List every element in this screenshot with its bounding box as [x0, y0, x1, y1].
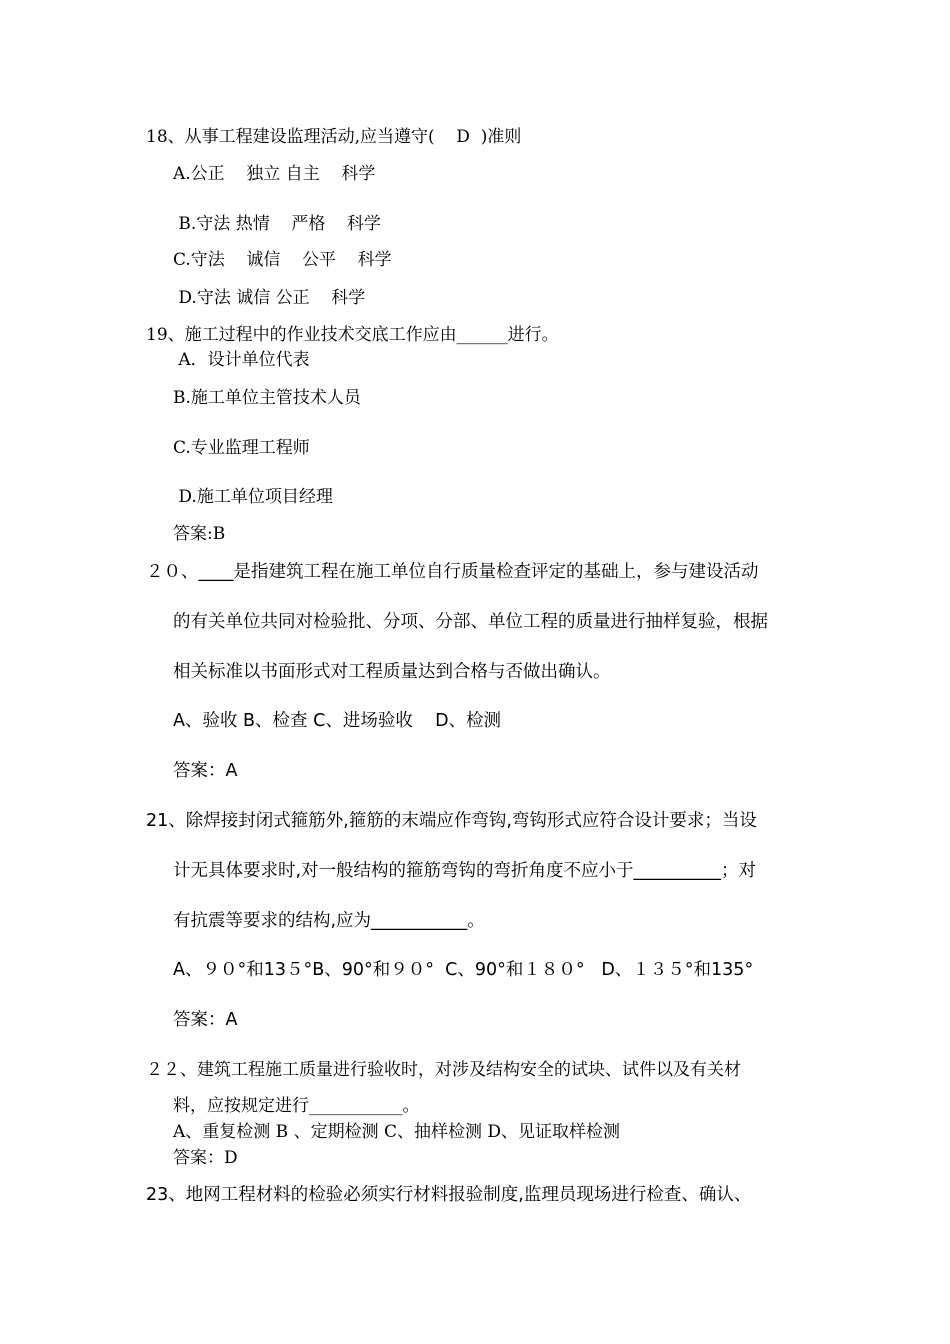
q19-answer: 答案:B [173, 524, 226, 544]
q21-stem-line1: 21、除焊接封闭式箍筋外,箍筋的末端应作弯钩,弯钩形式应符合设计要求；当设 [146, 811, 757, 831]
q22-options: A、重复检测 B 、定期检测 C、抽样检测 D、见证取样检测 [173, 1122, 621, 1142]
q19-option-d: D.施工单位项目经理 [173, 487, 333, 507]
q18-stem: 18、从事工程建设监理活动,应当遵守( D )准则 [146, 127, 522, 147]
q18-option-d: D.守法 诚信 公正 科学 [173, 288, 366, 308]
q21-stem-line3: 有抗震等要求的结构,应为___________。 [173, 911, 485, 931]
q23-stem-line1: 23、地网工程材料的检验必须实行材料报验制度,监理员现场进行检查、确认、 [146, 1185, 752, 1205]
q20-options: A、验收 B、检查 C、进场验收 D、检测 [173, 711, 502, 731]
q21-answer: 答案：A [173, 1010, 238, 1030]
q18-option-c: C.守法 诚信 公平 科学 [173, 250, 392, 270]
q19-option-a: A．设计单位代表 [173, 350, 310, 370]
q22-answer: 答案：D [173, 1148, 238, 1168]
q20-stem-line2: 的有关单位共同对检验批、分项、分部、单位工程的质量进行抽样复验，根据 [173, 612, 768, 632]
q18-option-b: B.守法 热情 严格 科学 [173, 214, 381, 234]
q20-stem-line1: ２０、____是指建筑工程在施工单位自行质量检查评定的基础上，参与建设活动 [146, 562, 759, 582]
q20-answer: 答案：A [173, 761, 238, 781]
q19-stem: 19、施工过程中的作业技术交底工作应由______进行。 [146, 325, 559, 345]
q18-option-a: A.公正 独立 自主 科学 [173, 164, 376, 184]
q19-option-c: C.专业监理工程师 [173, 438, 310, 458]
q21-stem-line2: 计无具体要求时,对一般结构的箍筋弯钩的弯折角度不应小于__________；对 [173, 861, 757, 881]
q20-stem-line3: 相关标准以书面形式对工程质量达到合格与否做出确认。 [173, 662, 611, 682]
q19-option-b: B.施工单位主管技术人员 [173, 388, 361, 408]
q21-options: A、９０°和13５°B、90°和９０° C、90°和１８０° D、１３５°和135° [173, 960, 754, 980]
q22-stem-line1: ２２、建筑工程施工质量进行验收时，对涉及结构安全的试块、试件以及有关材 [146, 1060, 741, 1080]
q22-stem-line2: 料，应按规定进行___________。 [173, 1096, 420, 1116]
